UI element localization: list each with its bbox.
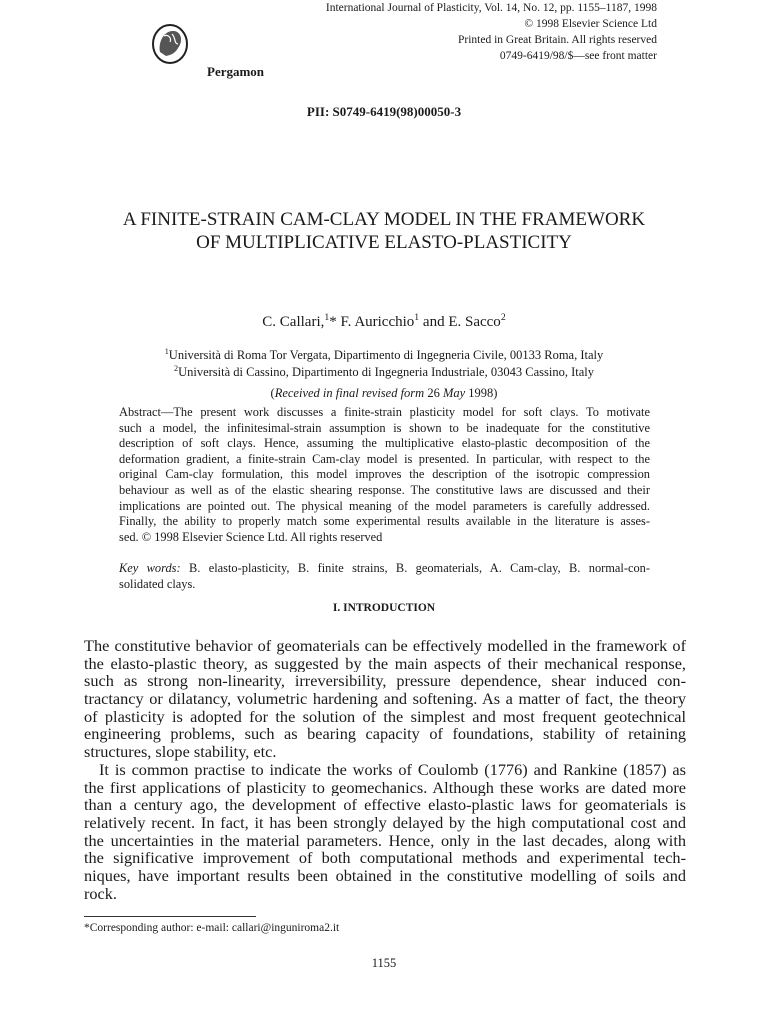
text-line: Finally, the ability to properly match some experimental results available in the literature is asses-: [119, 514, 650, 529]
author: C. Callari,: [262, 314, 325, 330]
intro-body: [84, 637, 686, 902]
publisher-name: Pergamon: [207, 64, 265, 79]
affiliation: [0, 364, 768, 381]
text-line: tractancy or dilatancy, volumetric hardening and softening. As a matter of fact, the theory: [84, 690, 686, 708]
copyright: © 1998 Elsevier Science Ltd: [524, 18, 657, 30]
footnote-rule: [84, 916, 256, 917]
text-line: rock.: [84, 884, 117, 903]
keywords-line: [119, 561, 650, 577]
authors: [0, 313, 768, 332]
keywords-label: Key words:: [119, 560, 181, 575]
affiliation-text: Università di Roma Tor Vergata, Dipartimento di Ingegneria Civile, 00133 Roma, Italy: [168, 348, 604, 362]
received-day: 26: [424, 386, 443, 400]
text-line: such a model, the infinitesimal-strain assumption is shown to be inadequate for the constitutive: [119, 420, 650, 435]
text-line: the significative improvement of both computational methods and experimental tech-: [84, 849, 686, 867]
affil-mark: 2: [500, 312, 506, 323]
affil-mark: 1: [324, 312, 330, 323]
paragraph: [84, 637, 686, 761]
text-line: the elasto-plastic theory, as suggested by the main aspects of their mechanical response,: [84, 654, 686, 673]
pergamon-logo-icon: [150, 22, 190, 66]
text-line: relatively recent. In fact, it has been strongly delayed by the high computational cost and: [84, 813, 686, 832]
keywords-text: B. elasto-plasticity, B. finite strains, B. geomaterials, A. Cam-clay, B. normal-con-: [180, 560, 650, 575]
title-line: A FINITE-STRAIN CAM-CLAY MODEL IN THE FRAMEWORK: [122, 209, 646, 230]
affiliations: [0, 347, 768, 381]
keywords-line: solidated clays.: [119, 576, 196, 591]
text-line: description of soft clays. Hence, assuming the multiplicative elasto-plastic decomposition of the: [119, 436, 650, 451]
author: and E. Sacco: [419, 314, 501, 330]
paren: (: [270, 386, 275, 400]
journal-citation: International Journal of Plasticity, Vol. 14, No. 12, pp. 1155–1187, 1998: [325, 2, 657, 14]
pii: PII: S0749-6419(98)00050-3: [306, 104, 462, 119]
received-year: 1998): [465, 386, 498, 400]
text-line: engineering problems, such as bearing capacity of foundations, stability of retaining: [84, 725, 686, 744]
journal-info: [326, 0, 657, 64]
text-line: It is common practise to indicate the works of Coulomb (1776) and Rankine (1857) as: [99, 760, 686, 779]
text-line: niques, have important results been obtained in the constitutive modelling of soils and: [84, 866, 686, 885]
received-month: May: [442, 386, 466, 400]
text-line: of plasticity is adopted for the solution of the simplest and most frequent geotechnical: [84, 707, 686, 726]
title-line: OF MULTIPLICATIVE ELASTO-PLASTICITY: [196, 232, 572, 253]
affiliation-text: Università di Cassino, Dipartimento di Ingegneria Industriale, 03043 Cassino, Italy: [178, 365, 594, 379]
text-line: Abstract—The present work discusses a finite-strain plasticity model for soft clays. To motivate: [119, 405, 650, 419]
paragraph: [84, 761, 686, 903]
footnote: *Corresponding author: e-mail: callari@inguniroma2.it: [84, 922, 340, 934]
author: * F. Auricchio: [329, 314, 415, 330]
printed-in: Printed in Great Britain. All rights reserved: [458, 34, 657, 46]
section-heading: I. INTRODUCTION: [332, 602, 436, 614]
text-line: the first applications of plasticity to geomechanics. Although these works are dated more: [84, 778, 686, 797]
text-line: the uncertainties in the material parameters. Hence, only in the last decades, along with: [84, 831, 686, 850]
paper-title: [0, 208, 768, 254]
issn: 0749-6419/98/$—see front matter: [499, 50, 657, 62]
affil-mark: 1: [164, 346, 169, 356]
text-line: implications are pointed out. The physical meaning of the model parameters is carefully addressed.: [119, 498, 650, 513]
received-label: Received in final revised form: [274, 386, 425, 400]
abstract: [119, 405, 650, 592]
page-number: 1155: [371, 956, 397, 970]
affiliation: [0, 347, 768, 364]
affil-mark: 1: [414, 312, 420, 323]
text-line: original Cam-clay formulation, this model improves the description of the isotropic compression: [119, 467, 650, 482]
text-line: The constitutive behavior of geomaterials can be effectively modelled in the framework of: [84, 637, 686, 655]
text-line: such as strong non-linearity, irreversibility, pressure dependence, shear induced con-: [84, 672, 686, 691]
received-date: [0, 386, 768, 401]
text-line: sed. © 1998 Elsevier Science Ltd. All rights reserved: [119, 529, 383, 544]
text-line: structures, slope stability, etc.: [84, 743, 277, 761]
text-line: behaviour as well as of the elastic shearing response. The constitutive laws are discussed and their: [119, 482, 650, 497]
text-line: deformation gradient, a finite-strain Cam-clay model is presented. In particular, with respect to the: [119, 451, 650, 466]
affil-mark: 2: [174, 363, 179, 373]
text-line: than a century ago, the development of effective elasto-plastic laws for geomaterials is: [84, 796, 686, 814]
